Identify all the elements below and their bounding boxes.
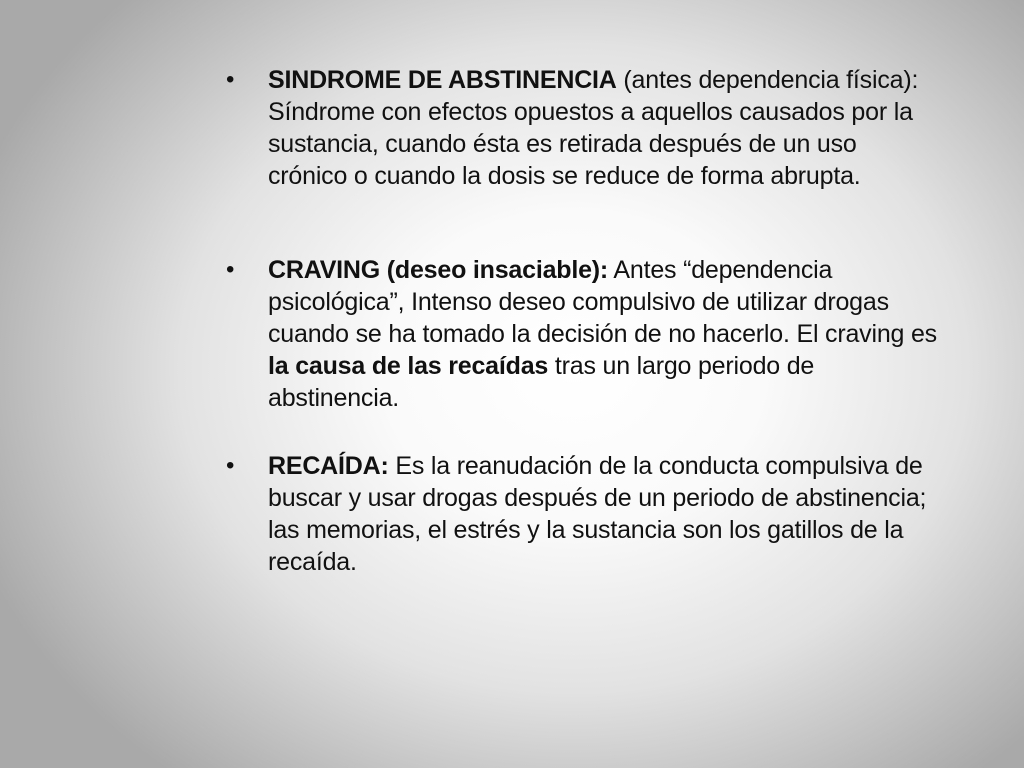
- definition-recaida: Es la reanudación de la conducta compulsiva de buscar y usar drogas después de un periodo de abstinencia; las memorias, el estrés y la sustancia son los gatillos de la recaída.: [268, 452, 927, 576]
- term-craving: CRAVING (deseo insaciable):: [268, 256, 609, 284]
- bullet-item-recaida: [222, 450, 942, 578]
- bullet-item-craving: [222, 254, 942, 414]
- term-recaida: RECAÍDA:: [268, 452, 389, 480]
- term-sindrome-abstinencia: SINDROME DE ABSTINENCIA: [268, 66, 617, 94]
- definition-craving-part-1: Antes “dependencia psicológica”, Intenso deseo compulsivo de utilizar drogas cuando se ha tomado la decisión de no hacerlo. El craving es: [268, 256, 937, 348]
- bullet-icon: •: [226, 256, 235, 283]
- definition-craving-part-2: tras un largo periodo de abstinencia.: [268, 352, 815, 412]
- definition-sindrome-abstinencia: (antes dependencia física): Síndrome con efectos opuestos a aquellos causados por la sustancia, cuando ésta es retirada después de un uso crónico o cuando la dosis se reduce de forma abrupta.: [268, 66, 919, 190]
- bullet-list: [222, 64, 942, 578]
- bullet-icon: •: [226, 452, 235, 479]
- bullet-icon: •: [226, 66, 235, 93]
- bullet-item-sindrome-abstinencia: [222, 64, 942, 192]
- emphasis-causa-recaidas: la causa de las recaídas: [268, 352, 549, 380]
